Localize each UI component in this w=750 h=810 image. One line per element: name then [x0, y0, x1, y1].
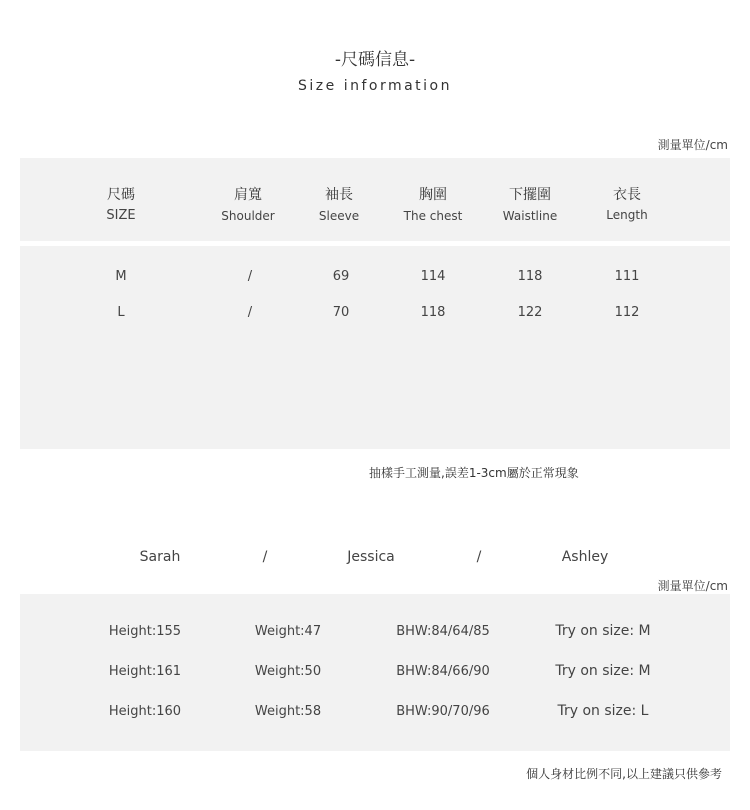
model-names: [0, 549, 750, 569]
reference-note: 個人身材比例不同,以上建議只供參考: [526, 767, 722, 781]
column-header-length-cn: 衣長: [613, 187, 641, 203]
table-cell: 118: [517, 269, 543, 284]
column-header-length-en: Length: [606, 208, 648, 222]
table-cell: /: [247, 269, 253, 284]
model-try-on-size: Try on size: M: [555, 623, 651, 639]
column-header-shoulder-cn: 肩寬: [234, 187, 262, 203]
model-weight: Weight:47: [254, 624, 322, 639]
table-cell: 69: [332, 269, 350, 284]
model-bhw: BHW:90/70/96: [396, 704, 490, 719]
page-subtitle: Size information: [298, 78, 452, 94]
model-height: Height:161: [108, 664, 182, 679]
name-separator: /: [262, 549, 268, 565]
column-header-sleeve-en: Sleeve: [318, 209, 360, 223]
name-separator: /: [476, 549, 482, 565]
table-cell: L: [117, 305, 125, 320]
model-bhw: BHW:84/66/90: [396, 664, 490, 679]
model-try-on-size: Try on size: L: [557, 703, 649, 719]
column-header-waistline-cn: 下擺圍: [509, 187, 551, 203]
page-title: -尺碼信息-: [334, 50, 416, 70]
column-header-chest-en: The chest: [403, 209, 463, 223]
table-cell: 122: [517, 305, 543, 320]
table-cell: 118: [420, 305, 446, 320]
measure-unit-label: 測量單位/cm: [657, 579, 728, 593]
model-name-jessica: Jessica: [347, 549, 395, 565]
model-weight: Weight:50: [254, 664, 322, 679]
column-header-sleeve-cn: 袖長: [325, 187, 353, 203]
column-header-size-cn: 尺碼: [107, 187, 135, 203]
model-height: Height:155: [108, 624, 182, 639]
table-cell: 112: [614, 305, 640, 320]
size-table-body: [20, 246, 730, 449]
model-weight: Weight:58: [254, 704, 322, 719]
table-cell: 111: [614, 269, 640, 284]
table-cell: /: [247, 305, 253, 320]
table-cell: 114: [420, 269, 446, 284]
column-header-waistline-en: Waistline: [502, 209, 558, 223]
model-table: [20, 594, 730, 751]
model-name-ashley: Ashley: [561, 549, 609, 565]
measure-unit-label: 測量單位/cm: [657, 138, 728, 152]
table-cell: 70: [332, 305, 350, 320]
model-bhw: BHW:84/64/85: [396, 624, 490, 639]
size-table-header: [20, 158, 730, 241]
column-header-chest-cn: 胸圍: [419, 187, 447, 203]
model-name-sarah: Sarah: [139, 549, 181, 565]
model-try-on-size: Try on size: M: [555, 663, 651, 679]
model-height: Height:160: [108, 704, 182, 719]
column-header-shoulder-en: Shoulder: [221, 209, 275, 223]
column-header-size-en: SIZE: [106, 208, 136, 223]
table-cell: M: [115, 269, 127, 284]
measurement-note: 抽樣手工測量,誤差1-3cm屬於正常現象: [369, 466, 579, 480]
